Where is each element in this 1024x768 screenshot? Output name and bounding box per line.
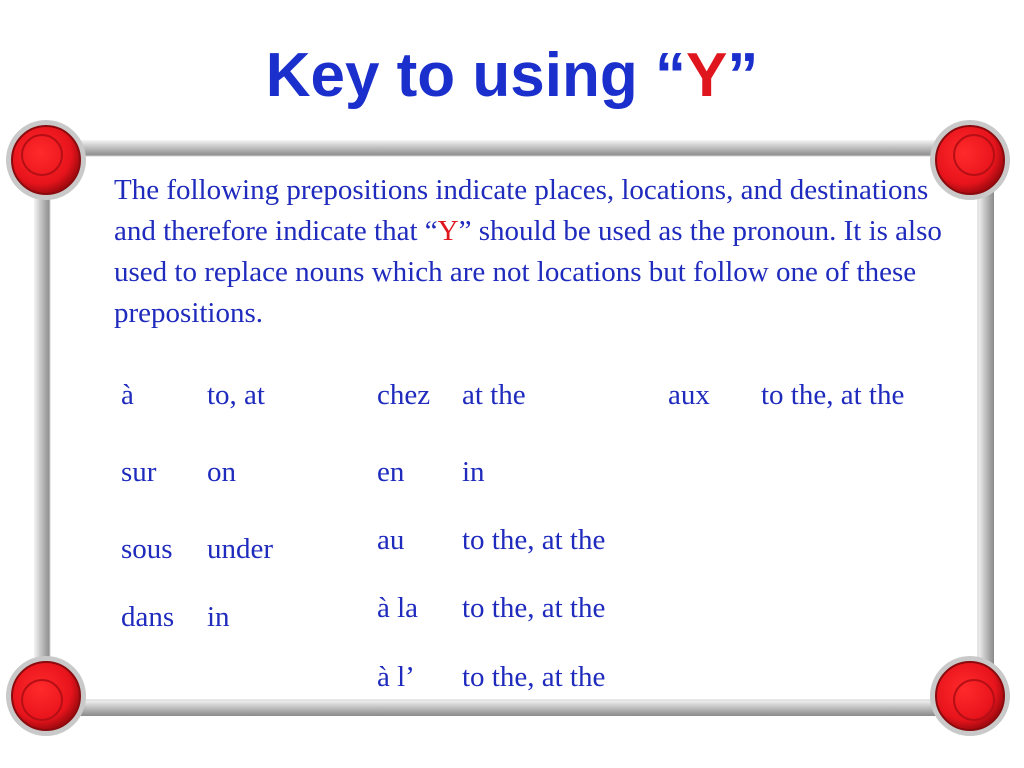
frame-rail-left [34,170,50,690]
frame-rail-right [978,170,994,690]
knob-top-left [6,120,86,200]
intro-text-end: ” should be used as the pronoun. It is also used to replace nouns which are not locations but follow one of these prepositions. [114,215,942,329]
prep-french: sur [121,456,157,488]
prep-french: aux [668,379,710,411]
prep-english: in [462,456,485,488]
title-letter: Y [685,41,728,110]
knob-bottom-left [6,656,86,736]
title-suffix: ” [727,41,759,110]
prep-english: to the, at the [761,379,905,411]
prep-french: sous [121,533,173,565]
intro-letter: Y [437,215,459,247]
title-prefix: Key to using “ [265,41,686,110]
frame-rail-top [52,140,972,156]
intro-text-start: The following prepositions indicate places, locations, and destinations and therefore indicate that “ [114,174,929,247]
prep-english: under [207,533,274,565]
prep-english: to the, at the [462,524,606,556]
knob-bottom-right [930,656,1010,736]
frame-rail-bottom [52,700,972,716]
prep-french: chez [377,379,431,411]
prep-english: at the [462,379,526,411]
prep-english: to, at [207,379,265,411]
prep-english: to the, at the [462,592,606,624]
prep-english: to the, at the [462,661,606,693]
prep-french: au [377,524,405,556]
slide-title [0,36,1024,116]
prep-english: in [207,601,230,633]
prep-french: dans [121,601,175,633]
prep-french: à la [377,592,419,624]
prep-french: à l’ [377,661,415,693]
intro-paragraph [114,170,954,334]
prep-french: à [121,379,134,411]
prep-english: on [207,456,236,488]
prep-french: en [377,456,405,488]
